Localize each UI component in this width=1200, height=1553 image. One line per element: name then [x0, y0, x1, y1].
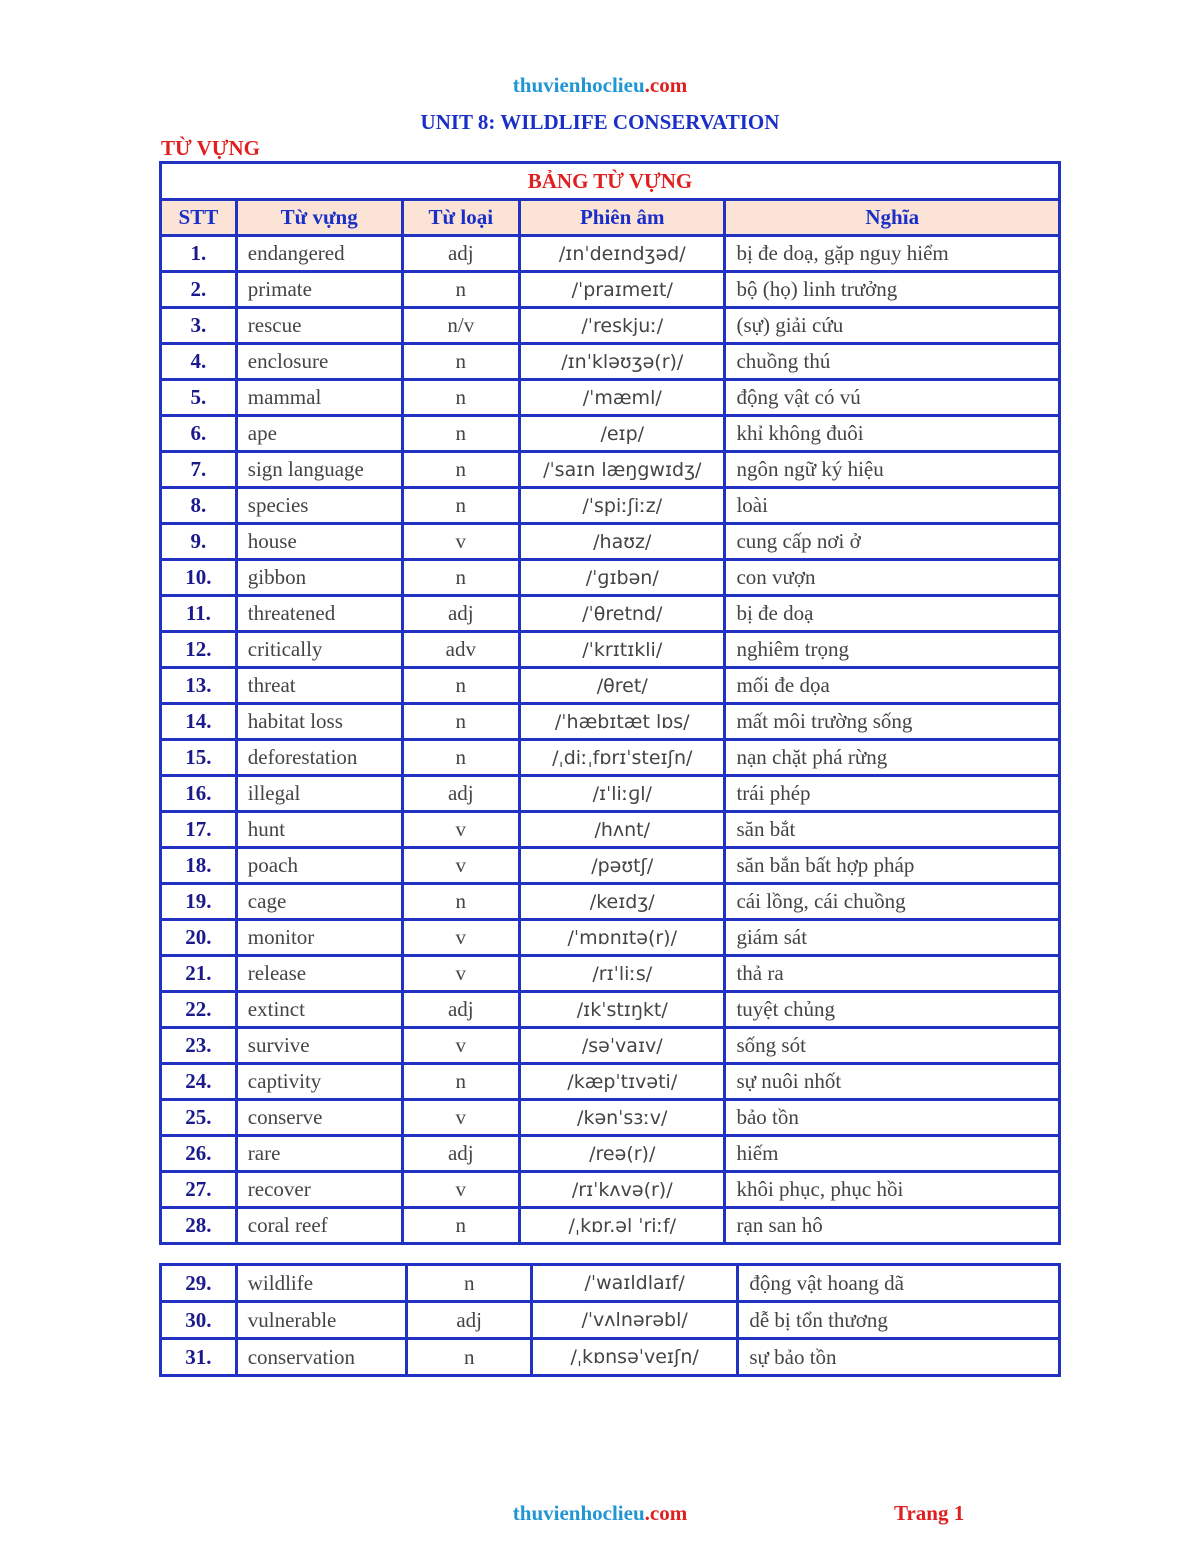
phonetic-transcription: /ˈspiːʃiːz/	[520, 488, 725, 524]
phonetic-transcription: /ɪnˈdeɪndʒəd/	[520, 236, 725, 272]
row-number: 28.	[161, 1208, 237, 1244]
phonetic-transcription: /hʌnt/	[520, 812, 725, 848]
phonetic-transcription: /θret/	[520, 668, 725, 704]
row-number: 3.	[161, 308, 237, 344]
table-row	[161, 668, 1060, 704]
table-row	[161, 632, 1060, 668]
table-row	[161, 1100, 1060, 1136]
part-of-speech: n	[402, 884, 520, 920]
table-row	[161, 1136, 1060, 1172]
part-of-speech: v	[402, 812, 520, 848]
vocab-word: endangered	[236, 236, 402, 272]
site-domain: .com	[644, 73, 688, 97]
vocab-word: enclosure	[236, 344, 402, 380]
meaning: nạn chặt phá rừng	[725, 740, 1060, 776]
phonetic-transcription: /kæpˈtɪvəti/	[520, 1064, 725, 1100]
meaning: thả ra	[725, 956, 1060, 992]
phonetic-transcription: /ˌdiːˌfɒrɪˈsteɪʃn/	[520, 740, 725, 776]
part-of-speech: adj	[402, 776, 520, 812]
phonetic-transcription: /ˈreskjuː/	[520, 308, 725, 344]
column-header-pos: Từ loại	[402, 200, 520, 236]
vocab-word: monitor	[236, 920, 402, 956]
vocab-word: rare	[236, 1136, 402, 1172]
table-header-row	[161, 200, 1060, 236]
column-header-stt: STT	[161, 200, 237, 236]
row-number: 14.	[161, 704, 237, 740]
footer-site-domain: .com	[644, 1501, 688, 1525]
vocab-word: survive	[236, 1028, 402, 1064]
phonetic-transcription: /kənˈsɜːv/	[520, 1100, 725, 1136]
row-number: 20.	[161, 920, 237, 956]
phonetic-transcription: /ˈwaɪldlaɪf/	[531, 1265, 737, 1302]
vocab-word: deforestation	[236, 740, 402, 776]
part-of-speech: n/v	[402, 308, 520, 344]
phonetic-transcription: /ˈmæml/	[520, 380, 725, 416]
table-row	[161, 416, 1060, 452]
meaning: trái phép	[725, 776, 1060, 812]
column-header-ipa: Phiên âm	[520, 200, 725, 236]
table-row	[161, 884, 1060, 920]
row-number: 19.	[161, 884, 237, 920]
vocabulary-table	[159, 161, 1061, 1245]
table-row	[161, 776, 1060, 812]
vocab-word: house	[236, 524, 402, 560]
meaning: ngôn ngữ ký hiệu	[725, 452, 1060, 488]
table-row	[161, 1208, 1060, 1244]
meaning: động vật có vú	[725, 380, 1060, 416]
vocab-word: cage	[236, 884, 402, 920]
phonetic-transcription: /pəʊtʃ/	[520, 848, 725, 884]
phonetic-transcription: /ˈhæbɪtæt lɒs/	[520, 704, 725, 740]
part-of-speech: n	[402, 740, 520, 776]
table-row	[161, 1028, 1060, 1064]
part-of-speech: n	[402, 1208, 520, 1244]
vocab-word: recover	[236, 1172, 402, 1208]
meaning: con vượn	[725, 560, 1060, 596]
phonetic-transcription: /ˈθretnd/	[520, 596, 725, 632]
table-row	[161, 380, 1060, 416]
row-number: 25.	[161, 1100, 237, 1136]
site-footer-logo	[0, 1501, 1200, 1526]
row-number: 16.	[161, 776, 237, 812]
part-of-speech: v	[402, 920, 520, 956]
table-row	[161, 560, 1060, 596]
vocab-word: ape	[236, 416, 402, 452]
vocab-word: critically	[236, 632, 402, 668]
unit-title: UNIT 8: WILDLIFE CONSERVATION	[420, 110, 780, 134]
vocab-word: coral reef	[236, 1208, 402, 1244]
table-row	[161, 524, 1060, 560]
vocabulary-table-continued	[159, 1263, 1061, 1377]
table-row	[161, 488, 1060, 524]
part-of-speech: n	[402, 488, 520, 524]
row-number: 21.	[161, 956, 237, 992]
phonetic-transcription: /ɪˈliːɡl/	[520, 776, 725, 812]
vocab-word: threat	[236, 668, 402, 704]
meaning: dễ bị tổn thương	[738, 1302, 1060, 1339]
row-number: 23.	[161, 1028, 237, 1064]
row-number: 18.	[161, 848, 237, 884]
phonetic-transcription: /ˈsaɪn læŋgwɪdʒ/	[520, 452, 725, 488]
vocab-word: gibbon	[236, 560, 402, 596]
row-number: 13.	[161, 668, 237, 704]
part-of-speech: n	[402, 272, 520, 308]
row-number: 5.	[161, 380, 237, 416]
vocab-word: poach	[236, 848, 402, 884]
vocab-word: illegal	[236, 776, 402, 812]
phonetic-transcription: /ˈmɒnɪtə(r)/	[520, 920, 725, 956]
vocab-word: vulnerable	[236, 1302, 407, 1339]
part-of-speech: n	[402, 668, 520, 704]
table-row	[161, 1265, 1060, 1302]
vocab-word: extinct	[236, 992, 402, 1028]
column-header-word: Từ vựng	[236, 200, 402, 236]
table-row	[161, 1302, 1060, 1339]
site-header-logo	[0, 73, 1200, 98]
part-of-speech: v	[402, 848, 520, 884]
meaning: tuyệt chủng	[725, 992, 1060, 1028]
table-row	[161, 344, 1060, 380]
part-of-speech: v	[402, 956, 520, 992]
table-row	[161, 848, 1060, 884]
meaning: chuồng thú	[725, 344, 1060, 380]
vocab-word: release	[236, 956, 402, 992]
table-row	[161, 1339, 1060, 1376]
meaning: mối đe dọa	[725, 668, 1060, 704]
vocab-word: captivity	[236, 1064, 402, 1100]
part-of-speech: n	[407, 1265, 531, 1302]
meaning: sự bảo tồn	[738, 1339, 1060, 1376]
section-title: TỪ VỰNG	[161, 136, 260, 160]
meaning: cung cấp nơi ở	[725, 524, 1060, 560]
phonetic-transcription: /reə(r)/	[520, 1136, 725, 1172]
meaning: mất môi trường sống	[725, 704, 1060, 740]
column-header-meaning: Nghĩa	[725, 200, 1060, 236]
vocab-word: species	[236, 488, 402, 524]
meaning: bị đe doạ, gặp nguy hiểm	[725, 236, 1060, 272]
meaning: (sự) giải cứu	[725, 308, 1060, 344]
phonetic-transcription: /ˈɡɪbən/	[520, 560, 725, 596]
part-of-speech: n	[402, 344, 520, 380]
row-number: 12.	[161, 632, 237, 668]
table-row	[161, 812, 1060, 848]
row-number: 24.	[161, 1064, 237, 1100]
row-number: 26.	[161, 1136, 237, 1172]
table-row	[161, 704, 1060, 740]
part-of-speech: n	[402, 1064, 520, 1100]
table-row	[161, 992, 1060, 1028]
table-row	[161, 1172, 1060, 1208]
part-of-speech: v	[402, 1028, 520, 1064]
row-number: 30.	[161, 1302, 237, 1339]
part-of-speech: v	[402, 1172, 520, 1208]
table-row	[161, 236, 1060, 272]
table-body	[161, 236, 1060, 1244]
phonetic-transcription: /ˈpraɪmeɪt/	[520, 272, 725, 308]
table-row	[161, 920, 1060, 956]
row-number: 6.	[161, 416, 237, 452]
row-number: 9.	[161, 524, 237, 560]
table-row	[161, 272, 1060, 308]
meaning: rạn san hô	[725, 1208, 1060, 1244]
page-number: Trang 1	[894, 1501, 965, 1525]
part-of-speech: adj	[402, 992, 520, 1028]
part-of-speech: v	[402, 524, 520, 560]
phonetic-transcription: /ɪkˈstɪŋkt/	[520, 992, 725, 1028]
part-of-speech: n	[407, 1339, 531, 1376]
row-number: 7.	[161, 452, 237, 488]
row-number: 11.	[161, 596, 237, 632]
table-row	[161, 740, 1060, 776]
part-of-speech: adj	[402, 1136, 520, 1172]
part-of-speech: v	[402, 1100, 520, 1136]
site-name: thuvienhoclieu	[512, 73, 645, 97]
row-number: 10.	[161, 560, 237, 596]
meaning: bị đe doạ	[725, 596, 1060, 632]
meaning: giám sát	[725, 920, 1060, 956]
phonetic-transcription: /ɪnˈkləʊʒə(r)/	[520, 344, 725, 380]
table-row	[161, 308, 1060, 344]
meaning: bảo tồn	[725, 1100, 1060, 1136]
phonetic-transcription: /rɪˈliːs/	[520, 956, 725, 992]
row-number: 27.	[161, 1172, 237, 1208]
table-row	[161, 596, 1060, 632]
row-number: 8.	[161, 488, 237, 524]
row-number: 17.	[161, 812, 237, 848]
part-of-speech: adv	[402, 632, 520, 668]
part-of-speech: n	[402, 416, 520, 452]
meaning: khỉ không đuôi	[725, 416, 1060, 452]
part-of-speech: n	[402, 380, 520, 416]
part-of-speech: adj	[402, 236, 520, 272]
vocab-word: mammal	[236, 380, 402, 416]
part-of-speech: n	[402, 452, 520, 488]
row-number: 1.	[161, 236, 237, 272]
phonetic-transcription: /ˌkɒr.əl ˈriːf/	[520, 1208, 725, 1244]
meaning: sự nuôi nhốt	[725, 1064, 1060, 1100]
phonetic-transcription: /rɪˈkʌvə(r)/	[520, 1172, 725, 1208]
table-row	[161, 1064, 1060, 1100]
part-of-speech: adj	[407, 1302, 531, 1339]
row-number: 4.	[161, 344, 237, 380]
meaning: nghiêm trọng	[725, 632, 1060, 668]
part-of-speech: adj	[402, 596, 520, 632]
vocab-word: habitat loss	[236, 704, 402, 740]
vocab-word: conservation	[236, 1339, 407, 1376]
vocab-word: conserve	[236, 1100, 402, 1136]
footer-site-name: thuvienhoclieu	[512, 1501, 645, 1525]
row-number: 15.	[161, 740, 237, 776]
row-number: 22.	[161, 992, 237, 1028]
vocab-word: rescue	[236, 308, 402, 344]
phonetic-transcription: /səˈvaɪv/	[520, 1028, 725, 1064]
vocab-word: hunt	[236, 812, 402, 848]
vocab-word: wildlife	[236, 1265, 407, 1302]
meaning: hiếm	[725, 1136, 1060, 1172]
vocab-word: primate	[236, 272, 402, 308]
phonetic-transcription: /eɪp/	[520, 416, 725, 452]
meaning: săn bắn bất hợp pháp	[725, 848, 1060, 884]
table-caption: BẢNG TỪ VỰNG	[161, 163, 1060, 200]
meaning: săn bắt	[725, 812, 1060, 848]
row-number: 2.	[161, 272, 237, 308]
meaning: động vật hoang dã	[738, 1265, 1060, 1302]
table-row	[161, 956, 1060, 992]
phonetic-transcription: /ˈvʌlnərəbl/	[531, 1302, 737, 1339]
phonetic-transcription: /ˌkɒnsəˈveɪʃn/	[531, 1339, 737, 1376]
meaning: loài	[725, 488, 1060, 524]
table-row	[161, 452, 1060, 488]
meaning: khôi phục, phục hồi	[725, 1172, 1060, 1208]
row-number: 31.	[161, 1339, 237, 1376]
phonetic-transcription: /keɪdʒ/	[520, 884, 725, 920]
meaning: sống sót	[725, 1028, 1060, 1064]
meaning: cái lồng, cái chuồng	[725, 884, 1060, 920]
vocab-word: threatened	[236, 596, 402, 632]
phonetic-transcription: /ˈkrɪtɪkli/	[520, 632, 725, 668]
vocab-word: sign language	[236, 452, 402, 488]
part-of-speech: n	[402, 704, 520, 740]
meaning: bộ (họ) linh trưởng	[725, 272, 1060, 308]
phonetic-transcription: /haʊz/	[520, 524, 725, 560]
row-number: 29.	[161, 1265, 237, 1302]
table-body-continued	[161, 1265, 1060, 1376]
part-of-speech: n	[402, 560, 520, 596]
